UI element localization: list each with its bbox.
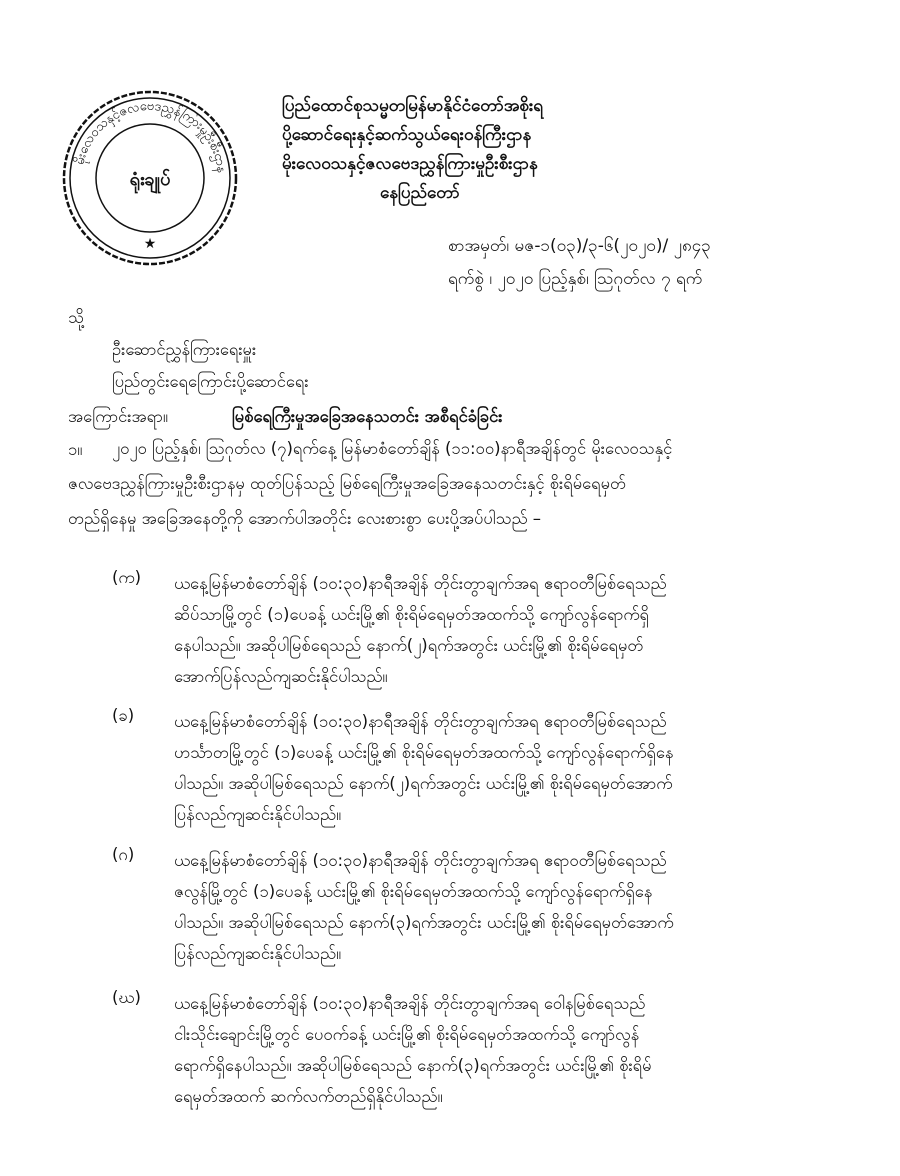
list-item: [112, 988, 792, 1112]
header-city: နေပြည်တော်: [380, 183, 460, 203]
list-item-line: ဇလွန်မြို့တွင် (၁)ပေခန့် ယင်းမြို့၏ စိုးရိမ်ရေမှတ်အထက်သို့ ကျော်လွန်ရောက်ရှိနေ: [174, 882, 653, 901]
to-label: သို့: [68, 308, 84, 327]
list-item: [112, 706, 792, 830]
intro-line-1: ၂၀၂၀ ပြည့်နှစ်၊ ဩဂုတ်လ (၇)ရက်နေ့ မြန်မာစံတော်ချိန် (၁၁:၀၀)နာရီအချိန်တွင် မိုးလေဝသနှင့်: [112, 439, 673, 458]
list-item-line: ဟင်္သာတမြို့တွင် (၁)ပေခန့် ယင်းမြို့၏ စိုးရိမ်ရေမှတ်အထက်သို့ ကျော်လွန်ရောက်ရှိနေ: [174, 743, 674, 762]
list-item: [112, 845, 792, 969]
list-item-line: နေပါသည်။ အဆိုပါမြစ်ရေသည် နောက်(၂)ရက်အတွင်း ယင်းမြို့၏ စိုးရိမ်ရေမှတ်: [174, 636, 644, 655]
subject-label: အကြောင်းအရာ။: [68, 407, 168, 426]
list-item-label: (ခ): [112, 706, 135, 725]
header-ministry: ပို့ဆောင်ရေးနှင့်ဆက်သွယ်ရေးဝန်ကြီးဌာန: [282, 125, 532, 145]
recipient-office: ပြည်တွင်းရေကြောင်းပို့ဆောင်ရေး: [112, 372, 309, 391]
header-government: ပြည်ထောင်စုသမ္မတမြန်မာနိုင်ငံတော်အစိုးရ: [282, 96, 544, 116]
list-item-line: အောက်ပြန်လည်ကျဆင်းနိုင်ပါသည်။: [174, 667, 388, 686]
list-item-line: ရေမှတ်အထက် ဆက်လက်တည်ရှိနိုင်ပါသည်။: [174, 1087, 443, 1106]
intro-line-2: ဇလဗေဒညွှန်ကြားမှုဦးစီးဌာနမှ ထုတ်ပြန်သည့် မြစ်ရေကြီးမှုအခြေအနေသတင်းနှင့် စိုးရိမ်ရေမှတ်: [68, 474, 627, 493]
reference-date: ရက်စွဲ ၊ ၂၀၂၀ ပြည့်နှစ်၊ ဩဂုတ်လ ၇ ရက်: [448, 269, 703, 289]
list-item-line: ယနေ့မြန်မာစံတော်ချိန် (၁၀:၃၀)နာရီအချိန် တိုင်းတွာချက်အရ ဧရာဝတီမြစ်ရေသည်: [174, 712, 667, 731]
reference-number: စာအမှတ်၊ မဇ-၁(၀၃)/၃-၆(၂၀၂၀)/ ၂၈၄၃: [448, 236, 711, 256]
paragraph-number: ၁။: [68, 440, 83, 459]
header-department: မိုးလေဝသနှင့်ဇလဗေဒညွှန်ကြားမှုဦးစီးဌာန: [282, 154, 538, 174]
list-item-line: ယနေ့မြန်မာစံတော်ချိန် (၁၀:၃၀)နာရီအချိန် တိုင်းတွာချက်အရ ဧရာဝတီမြစ်ရေသည်: [174, 851, 667, 870]
list-item-label: (ဂ): [112, 845, 135, 864]
seal-star-icon: ★: [143, 236, 157, 252]
list-item: [112, 568, 792, 692]
list-item-line: ဆိပ်သာမြို့တွင် (၁)ပေခန့် ယင်းမြို့၏ စိုးရိမ်ရေမှတ်အထက်သို့ ကျော်လွန်ရောက်ရှိ: [174, 605, 650, 624]
list-item-line: ပြန်လည်ကျဆင်းနိုင်ပါသည်။: [174, 805, 342, 824]
list-item-line: ယနေ့မြန်မာစံတော်ချိန် (၁၀:၃၀)နာရီအချိန် တိုင်းတွာချက်အရ ဝေါနမြစ်ရေသည်: [174, 994, 646, 1013]
list-item-line: ယနေ့မြန်မာစံတော်ချိန် (၁၀:၃၀)နာရီအချိန် တိုင်းတွာချက်အရ ဧရာဝတီမြစ်ရေသည်: [174, 574, 667, 593]
list-item-label: (က): [112, 568, 142, 587]
list-item-line: ငါးသိုင်းချောင်းမြို့တွင် ပေ၀က်ခန့် ယင်းမြို့၏ စိုးရိမ်ရေမှတ်အထက်သို့ ကျော်လွန်: [174, 1025, 640, 1044]
list-item-line: ပြန်လည်ကျဆင်းနိုင်ပါသည်။: [174, 944, 342, 963]
list-item-line: ပါသည်။ အဆိုပါမြစ်ရေသည် နောက်(၃)ရက်အတွင်း ယင်းမြို့၏ စိုးရိမ်ရေမှတ်အောက်: [174, 913, 674, 932]
subject-text: မြစ်ရေကြီးမှုအခြေအနေသတင်း အစီရင်ခံခြင်း: [232, 407, 503, 426]
list-item-line: ရောက်ရှိနေပါသည်။ အဆိုပါမြစ်ရေသည် နောက်(၃)ရက်အတွင်း ယင်းမြို့၏ စိုးရိမ်: [174, 1056, 652, 1075]
official-seal: [60, 88, 240, 268]
seal-center-text: ရုံးချုပ်: [129, 169, 171, 190]
list-item-label: (ဃ): [112, 988, 141, 1007]
recipient-title: ဦးဆောင်ညွှန်ကြားရေးမှူး: [112, 340, 257, 359]
intro-line-3: တည်ရှိနေမှု အခြေအနေတို့ကို အောက်ပါအတိုင်း လေးစားစွာ ပေးပို့အပ်ပါသည် –: [68, 509, 542, 528]
list-item-line: ပါသည်။ အဆိုပါမြစ်ရေသည် နောက်(၂)ရက်အတွင်း ယင်းမြို့၏ စိုးရိမ်ရေမှတ်အောက်: [174, 774, 673, 793]
seal-ring-text: မိုးလေဝသနှင့်ဇလဗေဒညွှန်ကြားမှုဦးစီးဌာန: [72, 98, 229, 174]
